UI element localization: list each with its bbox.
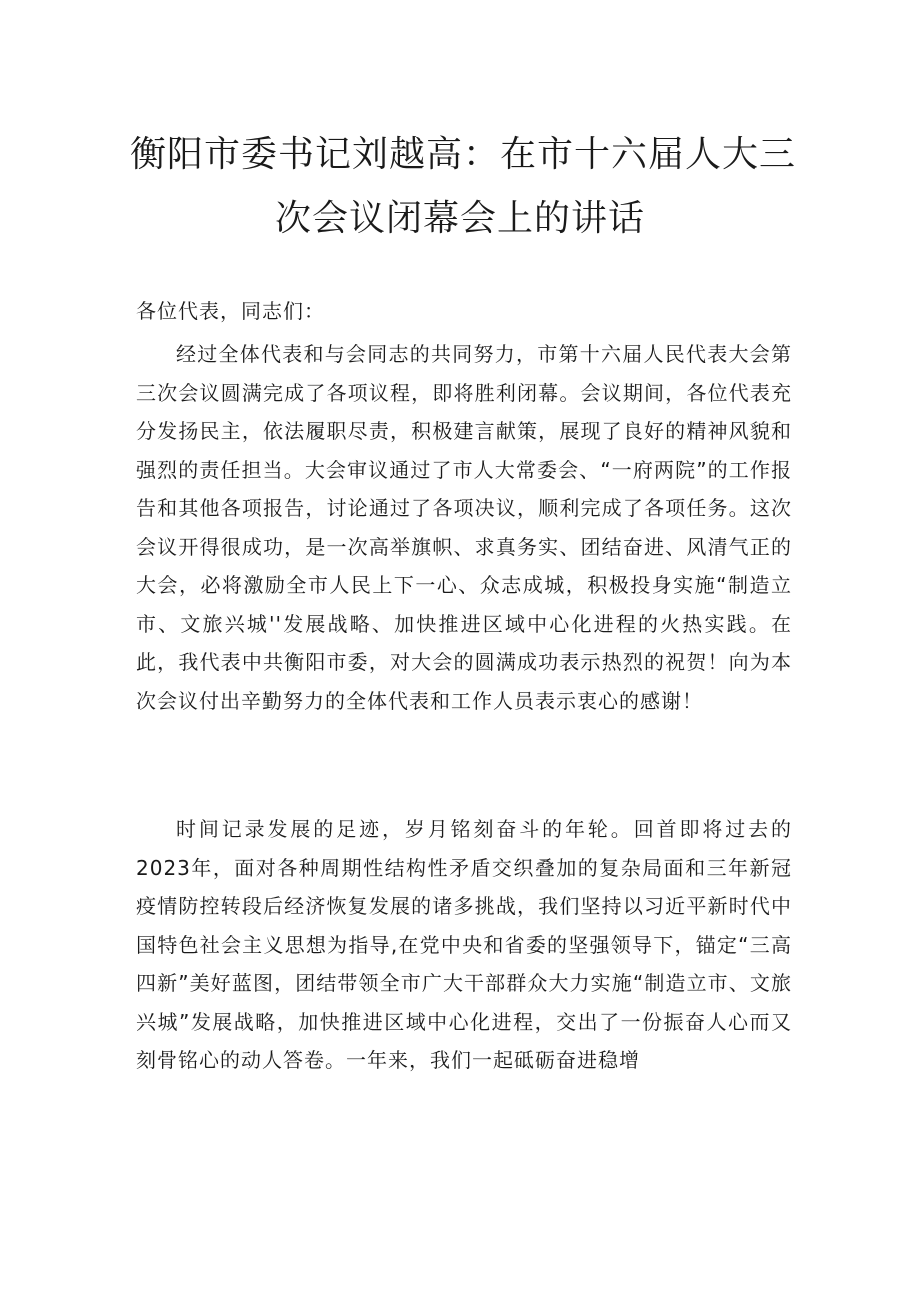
- body-paragraph-1: 经过全体代表和与会同志的共同努力，市第十六届人民代表大会第三次会议圆满完成了各项议程，即将胜利闭幕。会议期间，各位代表充分发扬民主，依法履职尽责，积极建言献策，展现了良好的精神风貌和强烈的责任担当。大会审议通过了市人大常委会、“一府两院”的工作报告和其他各项报告，讨论通过了各项决议，顺利完成了各项任务。这次会议开得很成功，是一次高举旗帜、求真务实、团结奋进、风清气正的大会，必将激励全市人民上下一心、众志成城，积极投身实施“制造立市、文旅兴城''发展战略、加快推进区域中心化进程的火热实践。在此，我代表中共衡阳市委，对大会的圆满成功表示热烈的祝贺！向为本次会议付出辛勤努力的全体代表和工作人员表示衷心的感谢！: [136, 342, 792, 713]
- document-title-line-1: 衡阳市委书记刘越高：在市十六届人大三: [130, 134, 797, 175]
- body-paragraph-2: 时间记录发展的足迹，岁月铭刻奋斗的年轮。回首即将过去的2023年，面对各种周期性结构性矛盾交织叠加的复杂局面和三年新冠疫情防控转段后经济恢复发展的诸多挑战，我们坚持以习近平新时代中国特色社会主义思想为指导,在党中央和省委的坚强领导下，锚定“三高四新”美好蓝图，团结带领全市广大干部群众大力实施“制造立市、文旅兴城”发展战略，加快推进区域中心化进程，交出了一份振奋人心而又刻骨铭心的动人答卷。一年来，我们一起砥砺奋进稳增: [136, 817, 792, 1072]
- salutation: 各位代表，同志们：: [136, 299, 325, 323]
- document-title-line-2: 次会议闭幕会上的讲话: [274, 198, 645, 239]
